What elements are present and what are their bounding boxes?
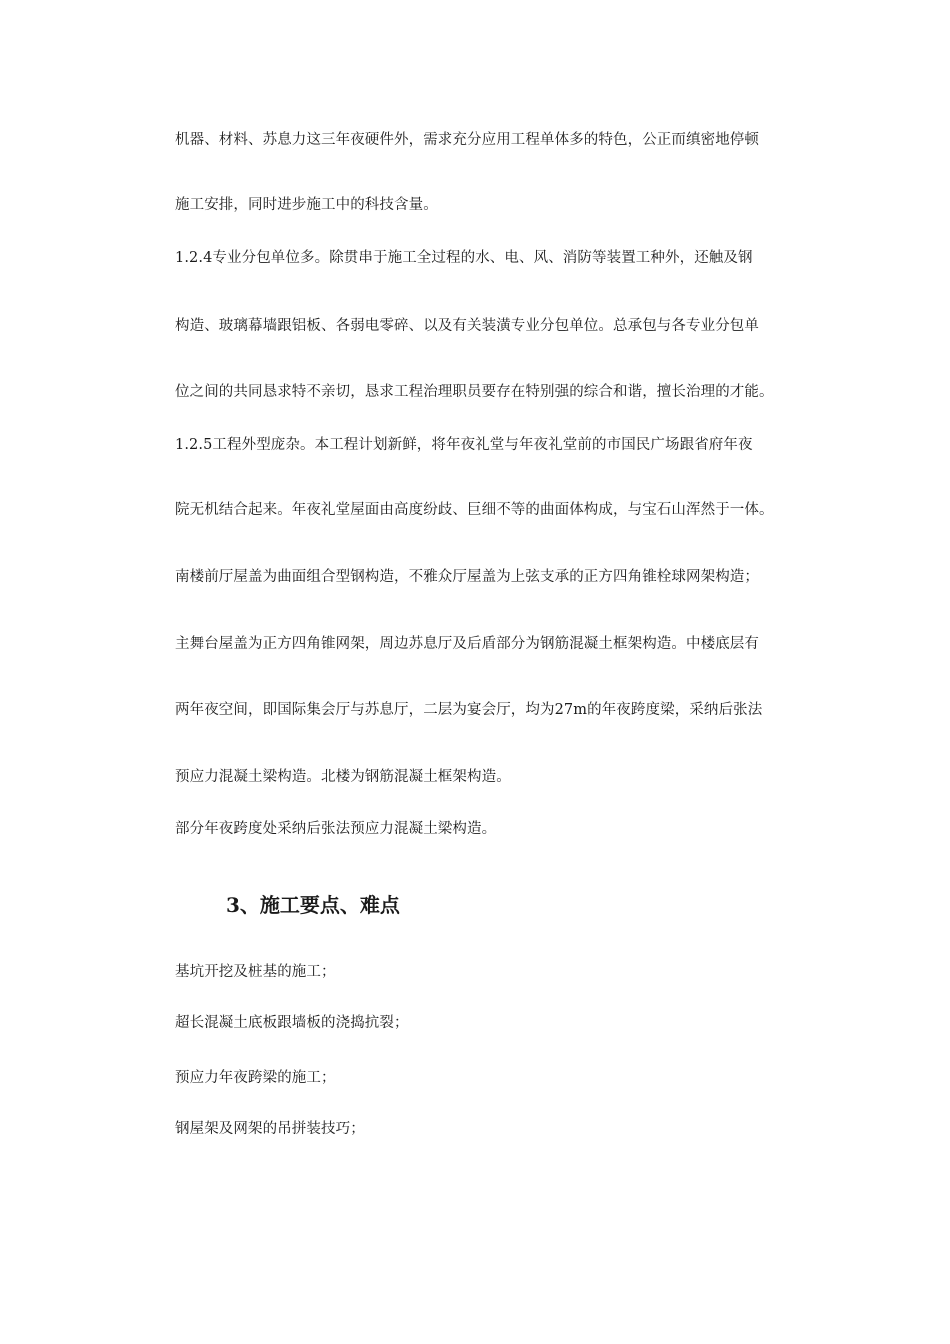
section-heading: 3、施工要点、难点 bbox=[226, 893, 400, 917]
list-item: 基坑开挖及桩基的施工； bbox=[175, 964, 336, 980]
paragraph-line: 预应力混凝土梁构造。北楼为钢筋混凝土框架构造。 bbox=[175, 769, 511, 785]
paragraph-line: 施工安排，同时进步施工中的科技含量。 bbox=[175, 197, 438, 213]
paragraph-line: 构造、玻璃幕墙跟铝板、各弱电零碎、以及有关装潢专业分包单位。总承包与各专业分包单 bbox=[175, 318, 759, 334]
paragraph-line: 部分年夜跨度处采纳后张法预应力混凝土梁构造。 bbox=[175, 821, 497, 837]
list-item: 超长混凝土底板跟墙板的浇捣抗裂； bbox=[175, 1015, 409, 1031]
paragraph-line: 机器、材料、苏息力这三年夜硬件外，需求充分应用工程单体多的特色，公正而缜密地停顿 bbox=[175, 132, 759, 148]
paragraph-line: 两年夜空间，即国际集会厅与苏息厅，二层为宴会厅，均为27m的年夜跨度梁，采纳后张法 bbox=[175, 702, 763, 718]
paragraph-line: 1.2.5工程外型庞杂。本工程计划新鲜，将年夜礼堂与年夜礼堂前的市国民广场跟省府年夜 bbox=[175, 437, 753, 453]
paragraph-line: 位之间的共同恳求特不亲切，恳求工程治理职员要存在特别强的综合和谐，擅长治理的才能。 bbox=[175, 384, 774, 400]
list-item: 预应力年夜跨梁的施工； bbox=[175, 1070, 336, 1086]
paragraph-line: 南楼前厅屋盖为曲面组合型钢构造，不雅众厅屋盖为上弦支承的正方四角锥栓球网架构造； bbox=[175, 569, 759, 585]
paragraph-line: 主舞台屋盖为正方四角锥网架，周边苏息厅及后盾部分为钢筋混凝土框架构造。中楼底层有 bbox=[175, 636, 759, 652]
paragraph-line: 1.2.4专业分包单位多。除贯串于施工全过程的水、电、风、消防等装置工种外，还触及钢 bbox=[175, 250, 753, 266]
paragraph-line: 院无机结合起来。年夜礼堂屋面由高度纷歧、巨细不等的曲面体构成，与宝石山浑然于一体。 bbox=[175, 502, 774, 518]
list-item: 钢屋架及网架的吊拼装技巧； bbox=[175, 1121, 365, 1137]
